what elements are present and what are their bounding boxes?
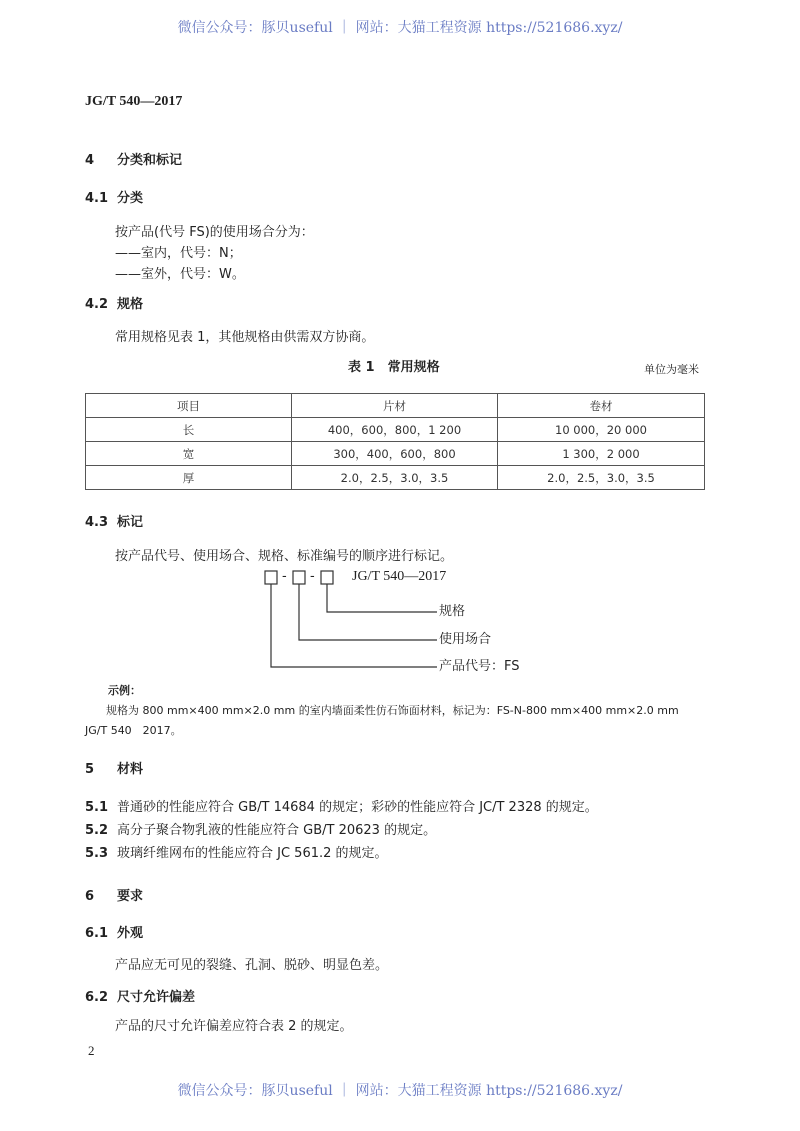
- paragraph: 按产品代号、使用场合、规格、标准编号的顺序进行标记。: [115, 549, 454, 564]
- clause-5-3: [85, 846, 388, 862]
- section-number: 4: [85, 153, 95, 168]
- section-number: 4.1: [85, 191, 109, 206]
- table-cell: 300，400，600，800: [292, 442, 498, 466]
- table-unit: 单位为毫米: [644, 363, 699, 376]
- table-cell: 宽: [86, 442, 292, 466]
- table-caption: 表 1 常用规格: [348, 360, 440, 375]
- header-cell: 片材: [292, 394, 498, 418]
- section-title: 尺寸允许偏差: [117, 990, 196, 1005]
- clause-text: 高分子聚合物乳液的性能应符合 GB/T 20623 的规定。: [117, 823, 437, 838]
- paragraph: 产品的尺寸允许偏差应符合表 2 的规定。: [115, 1019, 353, 1034]
- table-cell: 2.0，2.5，3.0，3.5: [498, 466, 705, 490]
- table-cell: 长: [86, 418, 292, 442]
- example-text: JG/T 540 2017。: [85, 724, 182, 737]
- section-6-heading: [85, 889, 143, 905]
- section-6-2-heading: [85, 990, 195, 1006]
- section-title: 分类: [117, 191, 144, 206]
- marking-standard-code: JG/T 540—2017: [352, 569, 447, 584]
- table-cell: 厚: [86, 466, 292, 490]
- placeholder-box: [265, 571, 277, 584]
- page-number: 2: [88, 1043, 95, 1058]
- list-item: ——室外，代号：W。: [115, 267, 245, 282]
- section-title: 要求: [117, 889, 144, 904]
- diagram-label: 规格: [439, 604, 466, 619]
- placeholder-box: [321, 571, 333, 584]
- document-code-header: JG/T 540—2017: [85, 94, 183, 109]
- section-title: 规格: [117, 297, 144, 312]
- table-cell: 1 300，2 000: [498, 442, 705, 466]
- header-cell: 卷材: [498, 394, 705, 418]
- section-number: 6.2: [85, 990, 109, 1005]
- diagram-label: 使用场合: [439, 632, 492, 647]
- section-title: 外观: [117, 926, 144, 941]
- dash: -: [282, 569, 287, 584]
- section-6-1-heading: [85, 926, 143, 942]
- example-text: 规格为 800 mm×400 mm×2.0 mm 的室内墙面柔性仿石饰面材料，标记为：FS-N-800 mm×400 mm×2.0 mm: [106, 704, 679, 717]
- header-cell: 项目: [86, 394, 292, 418]
- section-5-heading: [85, 762, 143, 778]
- list-item: ——室内，代号：N；: [115, 246, 242, 261]
- clause-number: 5.2: [85, 823, 109, 838]
- section-number: 6.1: [85, 926, 109, 941]
- example-label: 示例：: [108, 684, 141, 697]
- section-number: 5: [85, 762, 95, 777]
- placeholder-box: [293, 571, 305, 584]
- table-cell: 2.0，2.5，3.0，3.5: [292, 466, 498, 490]
- section-title: 标记: [117, 515, 144, 530]
- section-number: 4.3: [85, 515, 109, 530]
- diagram-label: 产品代号：FS: [439, 659, 520, 674]
- clause-number: 5.1: [85, 800, 109, 815]
- section-number: 6: [85, 889, 95, 904]
- clause-5-1: [85, 800, 598, 816]
- table-cell: 400，600，800，1 200: [292, 418, 498, 442]
- watermark-top: 微信公众号：豚贝useful ｜ 网站：大猫工程资源 https://521686.xyz/: [177, 20, 623, 36]
- connector-line: [271, 584, 437, 667]
- paragraph: 按产品(代号 FS)的使用场合分为：: [115, 225, 314, 240]
- paragraph: 产品应无可见的裂缝、孔洞、脱砂、明显色差。: [115, 958, 389, 973]
- dash: -: [310, 569, 315, 584]
- clause-5-2: [85, 823, 436, 839]
- section-number: 4.2: [85, 297, 109, 312]
- clause-number: 5.3: [85, 846, 109, 861]
- clause-text: 普通砂的性能应符合 GB/T 14684 的规定；彩砂的性能应符合 JC/T 2328 的规定。: [117, 800, 598, 815]
- section-title: 材料: [117, 762, 144, 777]
- table-cell: 10 000，20 000: [498, 418, 705, 442]
- watermark-bottom: 微信公众号：豚贝useful ｜ 网站：大猫工程资源 https://521686.xyz/: [177, 1083, 623, 1099]
- clause-text: 玻璃纤维网布的性能应符合 JC 561.2 的规定。: [117, 846, 388, 861]
- connector-line: [327, 584, 437, 612]
- paragraph: 常用规格见表 1，其他规格由供需双方协商。: [115, 330, 375, 345]
- section-title: 分类和标记: [117, 153, 183, 168]
